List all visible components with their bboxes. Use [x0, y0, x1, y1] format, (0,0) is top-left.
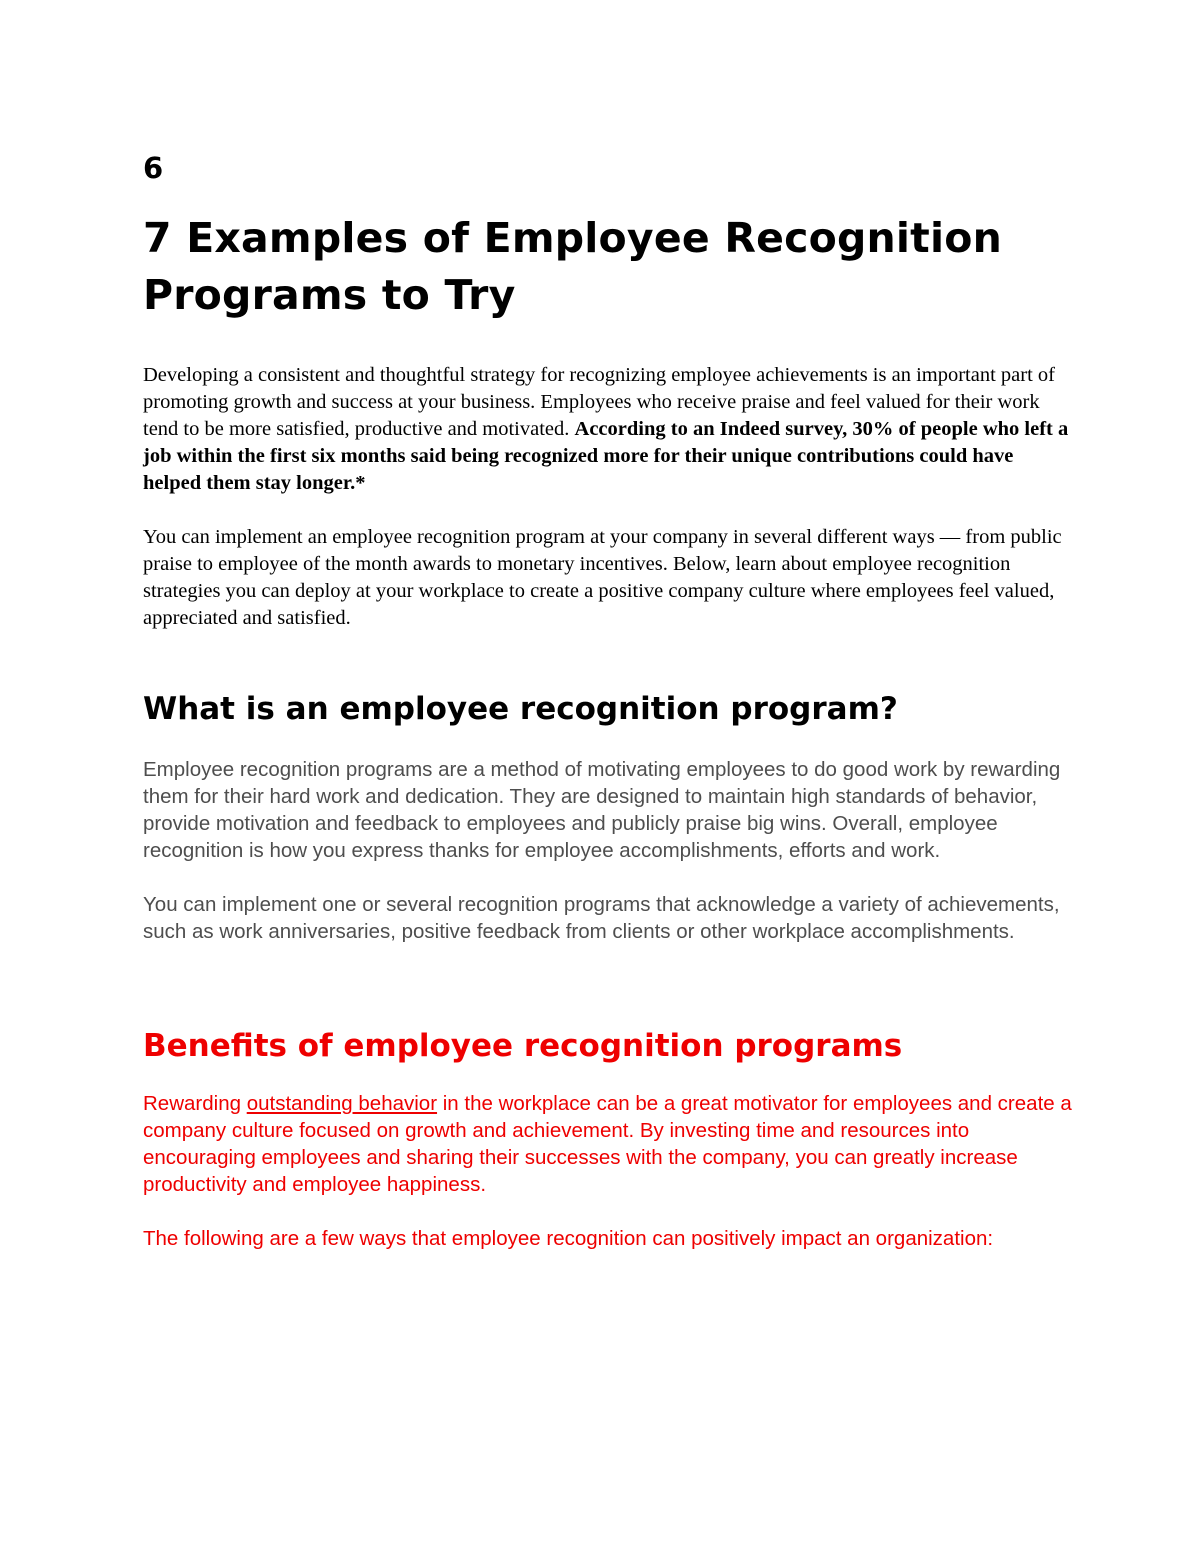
what-paragraph-1: Employee recognition programs are a method of motivating employees to do good work by rewarding them for their hard work and dedication. They are designed to maintain high standards of behavior, provide motivation and feedback to employees and publicly praise big wins. Overall, employee recognition is how you express thanks for employee accomplishments, efforts and work.: [143, 758, 1061, 862]
outstanding-behavior-link[interactable]: outstanding behavior: [246, 1092, 438, 1115]
benefits-paragraph-1-start: Rewarding: [143, 1092, 247, 1115]
intro-paragraph-1: [143, 362, 1073, 497]
page-number: 6: [143, 151, 164, 185]
benefits-paragraph-1-rest: in the workplace can be a great motivator for employees and create a company culture focused on growth and achievement. By investing time and resources into encouraging employees and sharing their successes with the company, you can greatly increase productivity and employee happiness.: [143, 1092, 1072, 1196]
benefits-paragraph-1: [143, 1090, 1073, 1198]
intro-survey-statement: According to an Indeed survey, 30% of people who left a job within the first six months said being recognized more for their unique contributions could have helped them stay longer.*: [143, 418, 1069, 494]
heading-benefits: Benefits of employee recognition programs: [143, 1028, 903, 1064]
intro-paragraph-2: You can implement an employee recognition program at your company in several different ways — from public praise to employee of the month awards to monetary incentives. Below, learn about employee recognition strategies you can deploy at your workplace to create a positive company culture where employees feel valued, appreciated and satisfied.: [143, 526, 1062, 629]
page-content: [143, 148, 1073, 1252]
what-paragraph-2: You can implement one or several recognition programs that acknowledge a variety of achievements, such as work anniversaries, positive feedback from clients or other workplace accomplishments.: [143, 893, 1060, 943]
document-title: 7 Examples of Employee Recognition Programs to Try: [143, 214, 1002, 319]
intro-paragraph-1-text: Developing a consistent and thoughtful strategy for recognizing employee achievements is an important part of promoting growth and success at your business. Employees who receive praise and feel valued for their work tend to be more satisfied, productive and motivated.: [143, 364, 1055, 440]
benefits-paragraph-2: The following are a few ways that employee recognition can positively impact an organization:: [143, 1227, 994, 1250]
heading-what-is-program: What is an employee recognition program?: [143, 691, 898, 727]
